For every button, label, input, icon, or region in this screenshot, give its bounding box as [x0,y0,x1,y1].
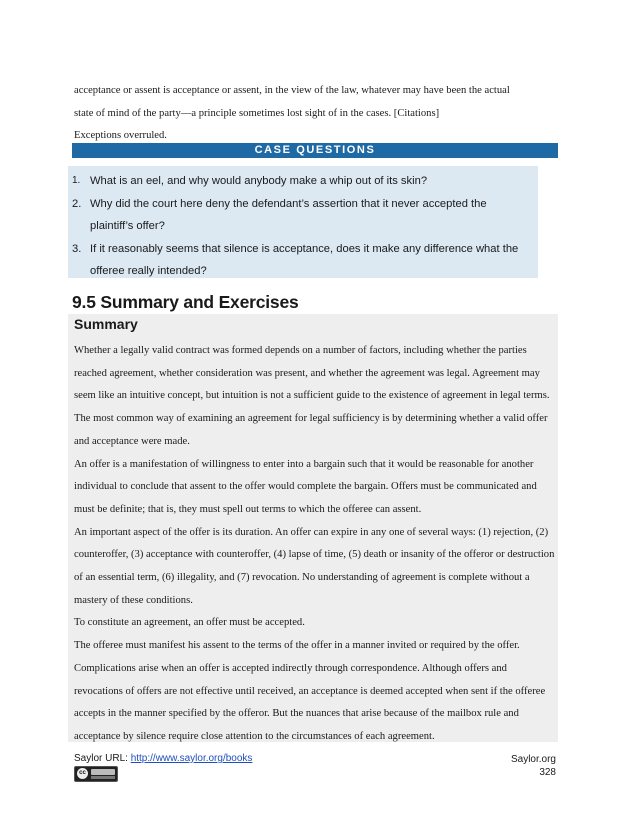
license-strip [91,776,115,779]
question-number: 2. [72,197,82,210]
question-text: Why did the court here deny the defendant’s assertion that it never accepted the plaintiff’s offer? [90,197,487,232]
cc-logo-icon: cc [77,768,88,779]
question-text: What is an eel, and why would anybody make a whip out of its skin? [90,175,428,187]
continued-text [74,79,558,143]
summary-body [74,340,556,749]
question-item [72,193,532,238]
exceptions-line: Exceptions overruled. [74,130,167,141]
summary-paragraph: An important aspect of the offer is its duration. An offer can expire in any one of several ways: (1) rejection, (2) counteroffer, (3) acceptance with counteroffer, (4) lapse of time, (5) death or insanity of the offeror or destruction of an essential term, (6) illegality, and (7) revocation. No understanding of agreement is complete without a mastery of these conditions. [74,526,555,606]
question-number: 1. [72,175,81,186]
source-url-label: Saylor URL: [74,753,131,764]
summary-heading: Summary [74,316,138,332]
source-url-line [74,753,252,764]
text-line: acceptance or assent is acceptance or assent, in the view of the law, whatever may have been the actual [74,85,510,96]
case-questions-banner: CASE QUESTIONS [72,143,558,158]
summary-paragraph: Whether a legally valid contract was formed depends on a number of factors, including whether the parties reached agreement, whether consideration was present, and whether the agreement was legal. Agreement may seem like an intuitive concept, but intuition is not a sufficient guide to the existence of agreement in legal terms. The most common way of examining an agreement for legal sufficiency is by determining whether a valid offer and acceptance were made. [74,345,550,447]
question-item [72,170,532,193]
page-number: 328 [539,767,556,778]
question-item [72,238,532,283]
section-title: 9.5 Summary and Exercises [72,292,299,312]
summary-paragraph: The offeree must manifest his assent to the terms of the offer in a manner invited or required by the offer. Complications arise when an offer is accepted indirectly through correspondence. Although offers and revocations of offers are not effective until received, an acceptance is deemed accepted when sent if the offeree accepts in the manner specified by the offeror. But the nuances that arise because of the mailbox rule and acceptance by silence require close attention to the circumstances of each agreement. [74,640,546,742]
summary-paragraph: To constitute an agreement, an offer must be accepted. [74,617,305,629]
summary-paragraph: An offer is a manifestation of willingness to enter into a bargain such that it would be reasonable for another individual to conclude that assent to the offer would complete the bargain. Offers must be communicated and must be definite; that is, they must spell out terms to which the offeree can assent. [74,458,537,515]
page-info [511,753,556,779]
question-number: 3. [72,242,82,255]
question-text: If it reasonably seems that silence is acceptance, does it make any difference what the offeree really intended? [90,242,519,277]
case-questions-list [72,170,532,283]
source-url-link[interactable]: http://www.saylor.org/books [130,753,253,764]
text-line: state of mind of the party—a principle sometimes lost sight of in the cases. [Citations] [74,108,440,119]
cc-license-icon [74,766,118,782]
license-terms-icon [91,769,115,775]
site-name: Saylor.org [510,754,556,765]
